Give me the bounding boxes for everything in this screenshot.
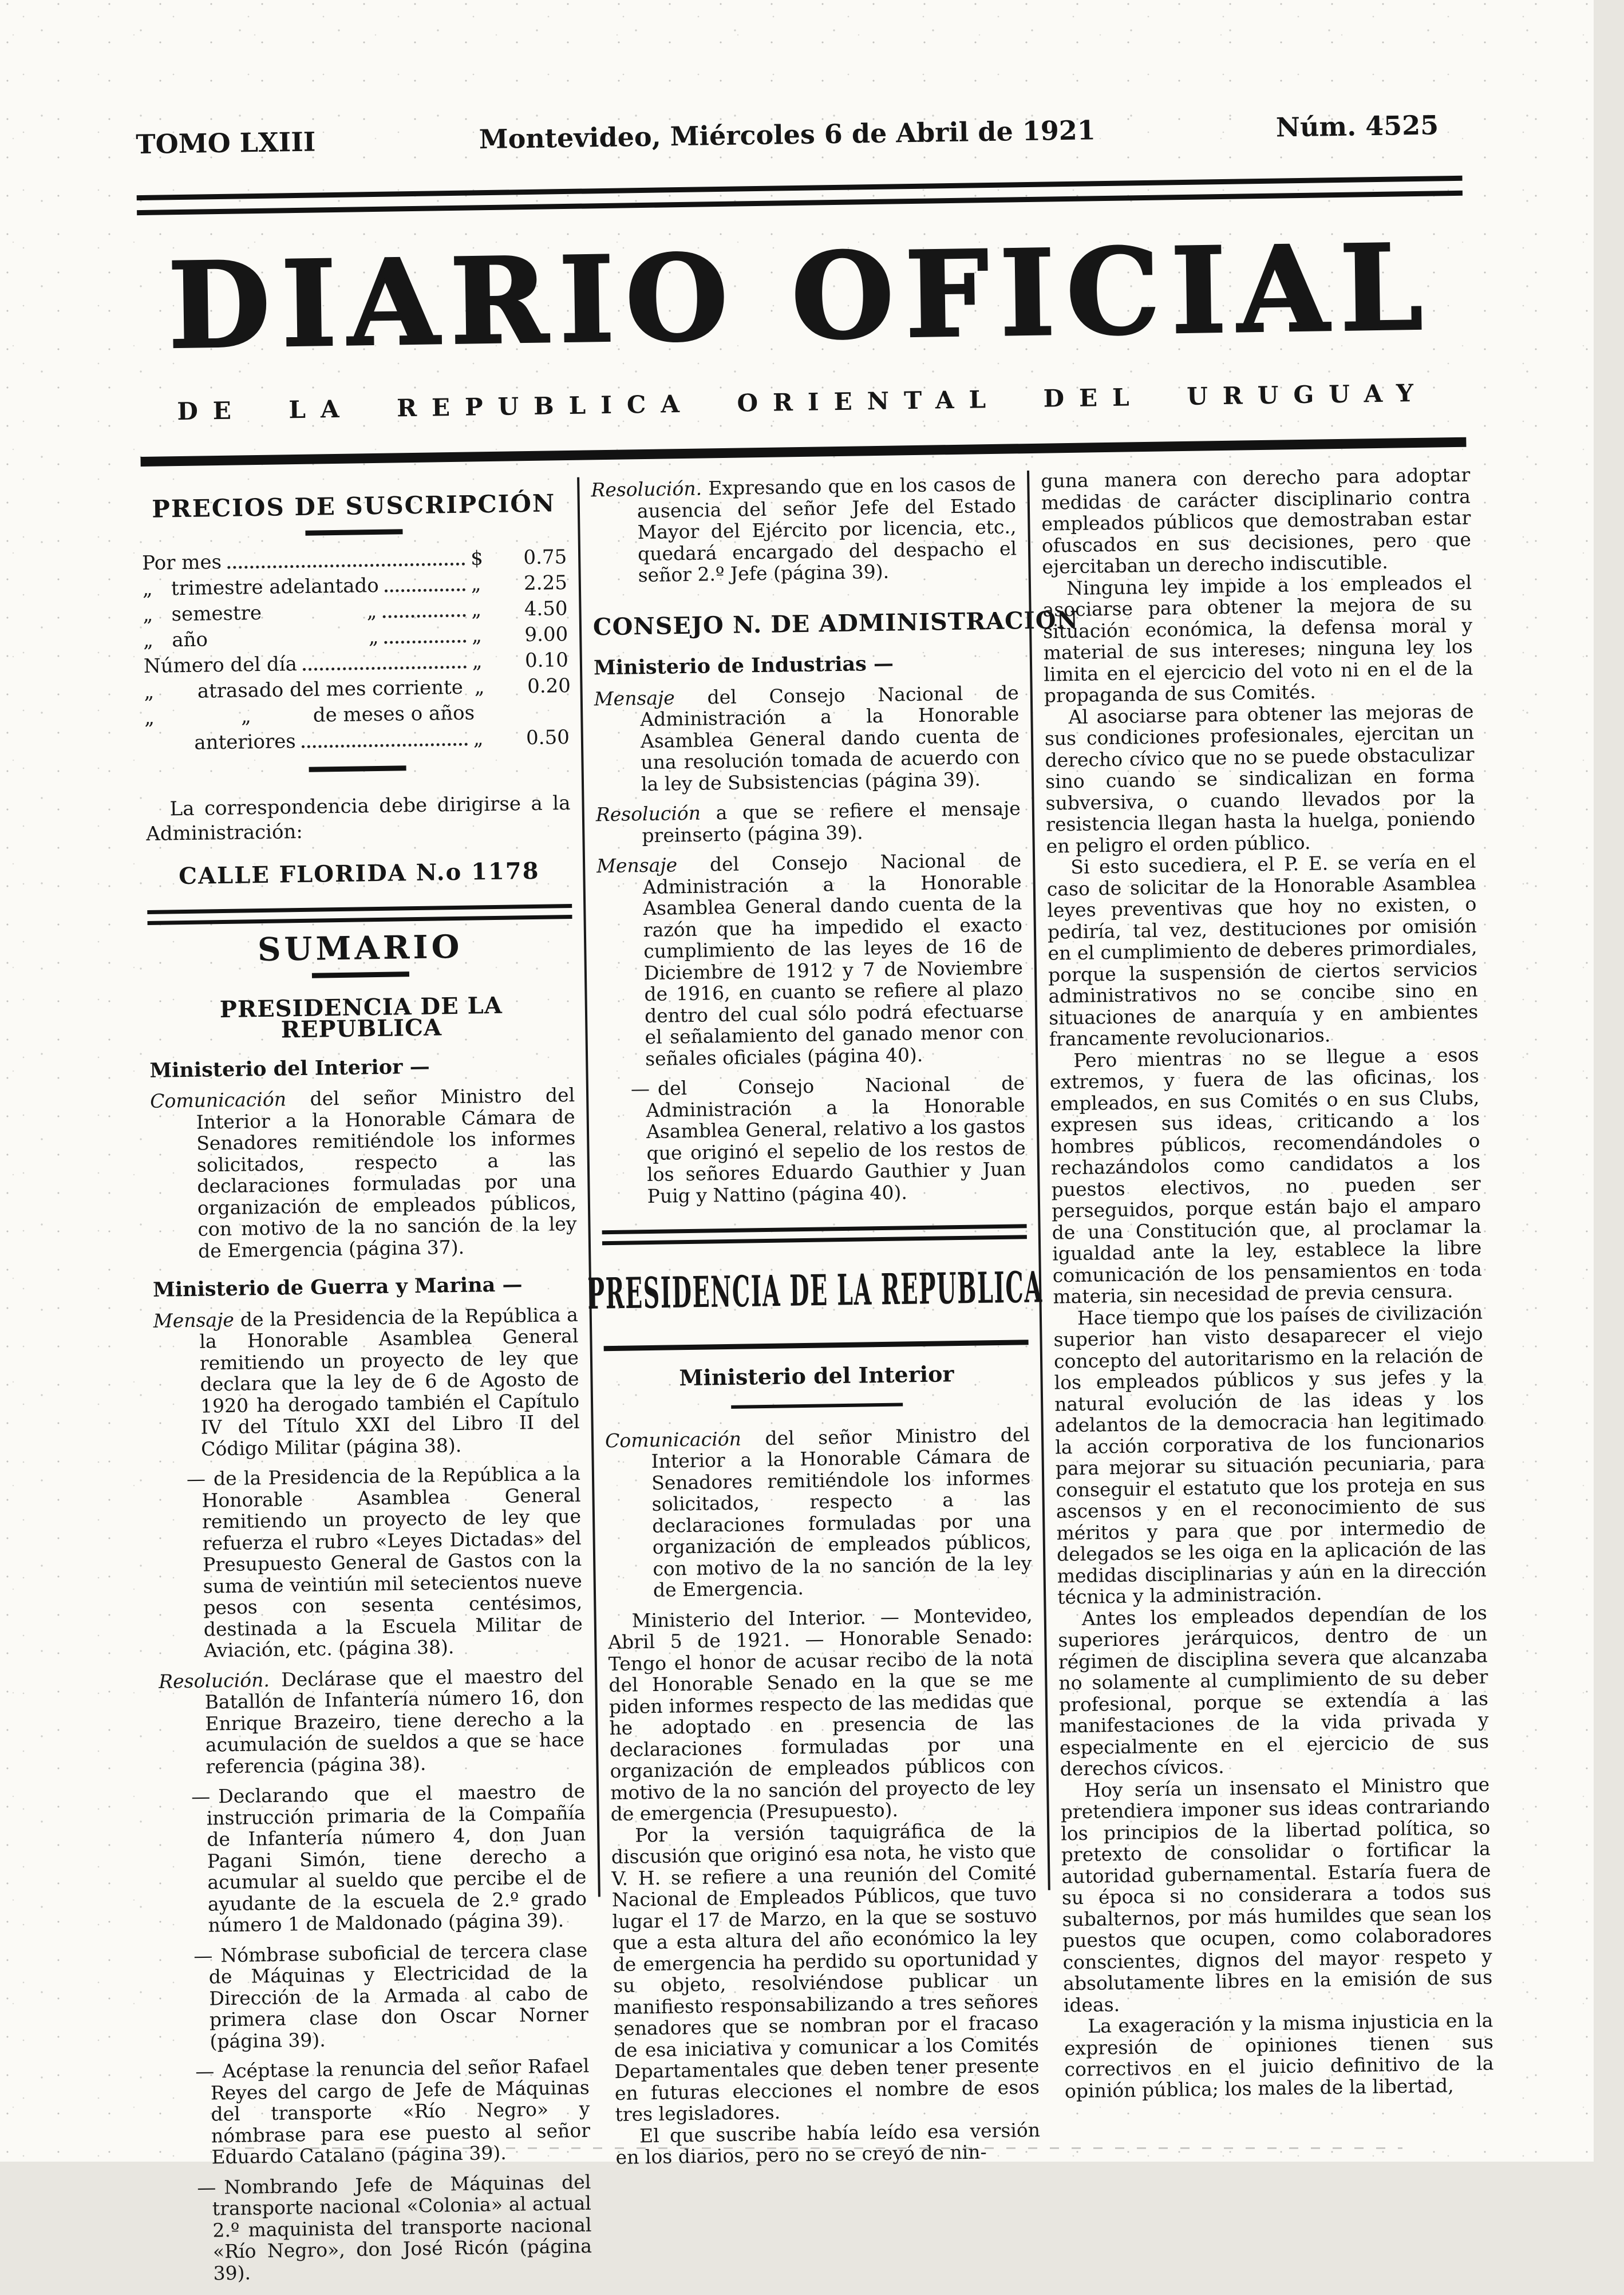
- masthead-subtitle: DE LA REPUBLICA ORIENTAL DEL URUGUAY: [176, 378, 1429, 426]
- masthead-rule: [140, 437, 1466, 467]
- sumario-entry: [164, 2055, 591, 2168]
- entry-dash: —: [186, 1467, 206, 1491]
- price-currency: „: [471, 572, 481, 596]
- body-paragraph: Ministerio del Interior. — Montevideo, Abril 5 de 1921. — Honorable Senado: Tengo el honor de acusar recibo de la nota del Honorable Senado en la que se me piden informes respecto de las medidas que he adoptado en presencia de las declaraciones formuladas por una organización de empleados públicos con motivo de la no sanción del proyecto de ley de emergencia (Presupuesto).: [607, 1603, 1036, 1826]
- entry-text: de la Presidencia de la República a la Honorable Asamblea General remitiendo un proyecto de ley que declara que la ley de 6 de Agosto de 1920 ha derogado también el Capítulo IV del Título XXI del Libro II del Código Militar (página 38).: [199, 1303, 580, 1460]
- entry-dash: —: [191, 1785, 211, 1808]
- short-rule: [731, 1403, 903, 1408]
- entry-lead: Mensaje: [596, 854, 678, 878]
- short-rule: [309, 765, 406, 772]
- page-header: [136, 109, 1462, 160]
- price-value: [473, 724, 570, 751]
- entry-text: del Consejo Nacional de Administración a la Honorable Asamblea General, relativo a los gastos que originó el sepelio de los restos de los señores Eduardo Gauthier y Juan Puig y Nattino (página 40).: [646, 1072, 1026, 1207]
- price-amount: 4.50: [524, 597, 568, 621]
- price-currency: $: [470, 546, 484, 570]
- dot-leader: [385, 639, 467, 643]
- address-line: CALLE FLORIDA N.o 1178: [178, 857, 540, 890]
- sumario-entry: [156, 1463, 583, 1662]
- body-paragraph: Antes los empleados dependían de los superiores jerárquicos, dentro de un régimen de disciplina severa que alcanzaba no solamente al cumplimiento de su deber profesional, porque se extendía a las manifestaciones de la vida privada y especialmente en el ejercicio de sus derechos cívicos.: [1058, 1601, 1489, 1780]
- entry-lead: Resolución: [595, 801, 701, 826]
- prices-title: PRECIOS DE SUSCRIPCIÓN: [151, 489, 556, 523]
- price-currency: „: [474, 675, 485, 698]
- price-value: [471, 544, 567, 571]
- price-label: Número del día: [143, 652, 298, 678]
- entry-text: del Consejo Nacional de Administración a la Honorable Asamblea General dando cuenta de una resolución tomada de acuerdo con la ley de Subsistencias (página 39).: [640, 681, 1020, 795]
- masthead-title: DIARIO OFICIAL: [167, 219, 1435, 376]
- entry-text: Expresando que en los casos de ausencia del señor Jefe del Estado Mayor del Ejército por licencia, etc., quedará encargado del despacho el señor 2.º Jefe (página 39).: [637, 472, 1017, 587]
- price-value: [471, 596, 568, 623]
- price-amount: 0.75: [523, 545, 567, 569]
- issue-number: Núm. 4525: [1275, 109, 1439, 143]
- sumario-entry: [591, 473, 1017, 586]
- dateline: Montevideo, Miércoles 6 de Abril de 1921: [479, 114, 1096, 155]
- interior-subtitle: Ministerio del Interior: [679, 1361, 954, 1391]
- body-paragraph: guna manera con derecho para adoptar medidas de carácter disciplinario contra empleados públicos que demostraban estar ofuscados en sus decisiones, pero que ejercitaban un derecho indiscutible.: [1040, 463, 1472, 578]
- price-currency: „: [473, 726, 484, 750]
- entry-dash: —: [193, 1944, 213, 1967]
- sumario-entry: [150, 1084, 577, 1262]
- price-amount: 0.20: [527, 674, 571, 698]
- price-value: [475, 673, 571, 700]
- section-heading-presidencia: PRESIDENCIA DE LA REPUBLICA: [219, 992, 503, 1044]
- entry-text: Acéptase la renuncia del señor Rafael Reyes del cargo de Jefe de Máquinas del transporte «Río Negro» y nómbrase para ese puesto al señor Eduardo Catalano (página 39).: [210, 2054, 591, 2168]
- price-currency: „: [472, 649, 483, 673]
- sumario-entry: [163, 1939, 589, 2052]
- entry-text: del Consejo Nacional de Administración a la Honorable Asamblea General dando cuenta de la razón que ha impedido el exacto cumplimiento de las leyes de 16 de Diciembre de 1912 y 7 de Noviembre de 1916, en cuanto se refiere al plazo dentro del cual sólo podrá efectuarse el señalamiento del ganado menor con señales oficiales (página 40).: [642, 848, 1024, 1070]
- tomo-label: TOMO LXIII: [135, 126, 316, 160]
- column-double-rule: [147, 904, 572, 925]
- entry-text: Nombrando Jefe de Máquinas del transporte nacional «Colonia» al actual 2.º maquinista del transporte nacional «Río Negro», don José Ricón (página 39).: [212, 2170, 592, 2285]
- body-paragraph: La exageración y la misma injusticia en la expresión de opiniones tienen sus correctivos en el juicio definitivo de la opinión pública; los males de la libertad,: [1064, 2009, 1494, 2102]
- price-label: „ atrasado del mes corriente: [144, 676, 464, 704]
- dot-leader: [303, 665, 467, 670]
- entry-dash: —: [197, 2175, 216, 2199]
- sumario-entry: [166, 2171, 592, 2284]
- section-heading-consejo: CONSEJO N. DE ADMINISTRACION: [592, 606, 1079, 641]
- short-rule: [305, 529, 402, 536]
- header-double-rule: [137, 176, 1463, 215]
- ministry-heading-industrias: Ministerio de Industrias —: [593, 651, 894, 680]
- section-double-rule: [602, 1224, 1027, 1245]
- entry-text: del señor Ministro del Interior a la Honorable Cámara de Senadores remitiéndole los informes solicitados, respecto a las declaraciones formuladas por una organización de empleados públicos, con motivo de la no sanción de la ley de Emergencia (página 37).: [196, 1083, 577, 1262]
- price-label: anteriores: [144, 729, 297, 755]
- body-paragraph: Ninguna ley impide a los empleados el asociarse para obtener la mejora de su situación económica, la defensa moral y material de sus intereses; ninguna ley los limita en el ejercicio del voto ni en el de la propaganda de sus Comités.: [1042, 571, 1473, 707]
- entry-lead: Resolución.: [158, 1668, 270, 1693]
- sumario-entry: [160, 1780, 587, 1937]
- sumario-entry: [600, 1072, 1026, 1207]
- price-label: „ año „: [143, 625, 379, 652]
- section-rule: [604, 1340, 1029, 1351]
- price-table: [142, 544, 570, 757]
- body-paragraph: Hoy sería un insensato el Ministro que pretendiera imponer sus ideas contrariando los principios de la libertad política, so pretexto de consolidar o fortificar la autoridad gubernamental. Estaría fuera de su época si no considerara a todos sus subalternos, por más humildes que sean los puestos que ocupen, como colaboradores conscientes, dignos del mayor respeto y absolutamente libres en la emisión de sus ideas.: [1060, 1772, 1493, 2016]
- entry-text: del señor Ministro del Interior a la Honorable Cámara de Senadores remitiéndole los informes solicitados, respecto a las declaraciones formuladas por una organización de empleados públicos, con motivo de la no sanción de la ley de Emergencia.: [651, 1423, 1032, 1601]
- price-currency: „: [471, 623, 483, 647]
- entry-lead: Resolución.: [591, 477, 702, 501]
- body-paragraph: Hace tiempo que los países de civilización superior han visto desaparecer el viejo concepto del autoritarismo en la relación de los empleados públicos y sus jefes y la natural evolución de las ideas y los adelantos de la democracia han legitimado la acción corporativa de los funcionarios para mejorar su situación pecuniaria, para conseguir el estatuto que los proteja en sus ascensos y en el reconocimiento de sus méritos y para que por intermedio de delegados se les oiga en la aplicación de las medidas disciplinarias y aún en la dirección técnica y la administración.: [1053, 1300, 1487, 1609]
- price-value: [472, 647, 569, 674]
- sumario-entry: [596, 849, 1024, 1070]
- sumario-entry: [605, 1424, 1032, 1602]
- dot-leader: [302, 742, 468, 748]
- price-row: [145, 724, 570, 756]
- bottom-scan-artifact: [223, 2147, 1402, 2149]
- entry-lead: Comunicación: [604, 1427, 742, 1452]
- entry-lead: Comunicación: [149, 1088, 287, 1112]
- entry-text: de la Presidencia de la República a la Honorable Asamblea General remitiendo un proyecto de ley que refuerza el rubro «Leyes Dictadas» del Presupuesto General de Gastos con la suma de veintiún mil setecientos nueve pesos con sesenta centésimos, destinada a la Escuela Militar de Aviación, etc. (página 38).: [201, 1461, 583, 1662]
- body-paragraph: Al asociarse para obtener las mejoras de sus condiciones profesionales, ejercitan un derecho cívico que no se puede obstaculizar sino cuando se sindicalizan en forma subversiva, o cuando llevados por la resistencia llegan hasta la huelga, poniendo en peligro el orden público.: [1044, 700, 1476, 858]
- price-amount: 0.10: [524, 648, 569, 672]
- sumario-entry: [159, 1664, 585, 1777]
- price-value: [471, 570, 568, 597]
- ministry-heading-interior: Ministerio del Interior —: [149, 1054, 430, 1083]
- price-label: „ „ de meses o años: [144, 701, 475, 729]
- body-paragraph: Pero mientras no se llegue a esos extremos, y fuera de las oficinas, los empleados, en sus Comités o en sus Clubs, expresen sus ideas, criticando a los hombres públicos, recomendándoles o rechazándolos como candidatos a los puestos electivos, no pueden ser perseguidos, porque están bajo el amparo de una Constitución que, al proclamar la igualdad ante la ley, establece la libre comunicación de los pensamientos en toda materia, sin necesidad de previa censura.: [1049, 1042, 1483, 1308]
- price-label: Por mes: [141, 550, 222, 575]
- entry-text: Declarando que el maestro de instrucción primaria de la Compañía de Infantería número 4, don Juan Pagani Simón, tiene derecho a acumular al sueldo que percibe el de ayudante de la escuela de 2.º grado número 1 de Maldonado (página 39).: [206, 1779, 587, 1937]
- short-rule: [312, 971, 409, 978]
- price-label: „ trimestre adelantado: [142, 574, 380, 601]
- dot-leader: [385, 588, 465, 592]
- sumario-title: SUMARIO: [257, 927, 463, 969]
- body-paragraph: Si esto sucediera, el P. E. se vería en el caso de solicitar de la Honorable Asamblea leyes preventivas que hoy no existen, o pediría, tal vez, destituciones por omisión en el cumplimiento de deberes primordiales, porque la suspensión de ciertos servicios administrativos no se concibe sino en situaciones de anarquía y en ambientes francamente revolucionarios.: [1046, 850, 1479, 1050]
- price-currency: „: [471, 598, 482, 622]
- presidencia-display-title-wrap: [587, 1255, 1044, 1329]
- sumario-entry: [153, 1303, 580, 1460]
- price-amount: 0.50: [525, 725, 570, 749]
- dot-leader: [382, 614, 465, 618]
- price-value: [472, 622, 568, 649]
- ministry-heading-guerra: Ministerio de Guerra y Marina —: [152, 1273, 523, 1302]
- price-amount: 9.00: [524, 622, 568, 646]
- entry-text: a que se refiere el mensaje preinserto (página 39).: [642, 797, 1021, 847]
- entry-lead: Mensaje: [153, 1308, 235, 1332]
- presidencia-display-title: PRESIDENCIA DE LA REPUBLICA: [587, 1263, 1044, 1320]
- correspondence-note: La correspondencia debe dirigirse a la Administración:: [145, 791, 571, 846]
- entry-dash: —: [195, 2060, 215, 2083]
- column-left: [141, 477, 592, 2293]
- columns-area: [141, 464, 1493, 2293]
- entry-lead: Mensaje: [594, 686, 675, 710]
- body-paragraph: El que suscribe había leído esa versión en los diarios, pero no se creyó de nin-: [615, 2118, 1041, 2169]
- dot-leader: [227, 562, 465, 568]
- column-right: [1041, 464, 1494, 2102]
- entry-text: Nómbrase suboficial de tercera clase de Máquinas y Electricidad de la Dirección de la Armada al cabo de primera clase don Oscar Norner (página 39).: [208, 1938, 589, 2053]
- column-middle: [587, 471, 1079, 2169]
- entry-dash: —: [630, 1077, 650, 1100]
- price-label: „ semestre „: [143, 599, 377, 626]
- sumario-entry: [596, 797, 1021, 847]
- entry-text: Declárase que el maestro del Batallón de Infantería número 16, don Enrique Brazeiro, tiene derecho a la acumulación de sueldos a que se hace referencia (página 38).: [204, 1664, 585, 1778]
- sumario-entry: [594, 682, 1021, 795]
- price-amount: 2.25: [523, 571, 568, 595]
- body-paragraph: Por la versión taquigráfica de la discusión que originó esa nota, he visto que V. H. se refiere a una reunión del Comité Nacional de Empleados Públicos, que tuvo lugar el 17 de Marzo, en la que se sostuvo que a esta altura del año económico la ley de emergencia ha perdido su oportunidad y su objeto, resolviéndose publicar un manifiesto responsabilizando a tres señores senadores que se nombran por el fracaso de esa iniciativa y comunicar a los Comités Departamentales que deben tener presente en futuras elecciones el nombre de esos tres legisladores.: [611, 1818, 1040, 2126]
